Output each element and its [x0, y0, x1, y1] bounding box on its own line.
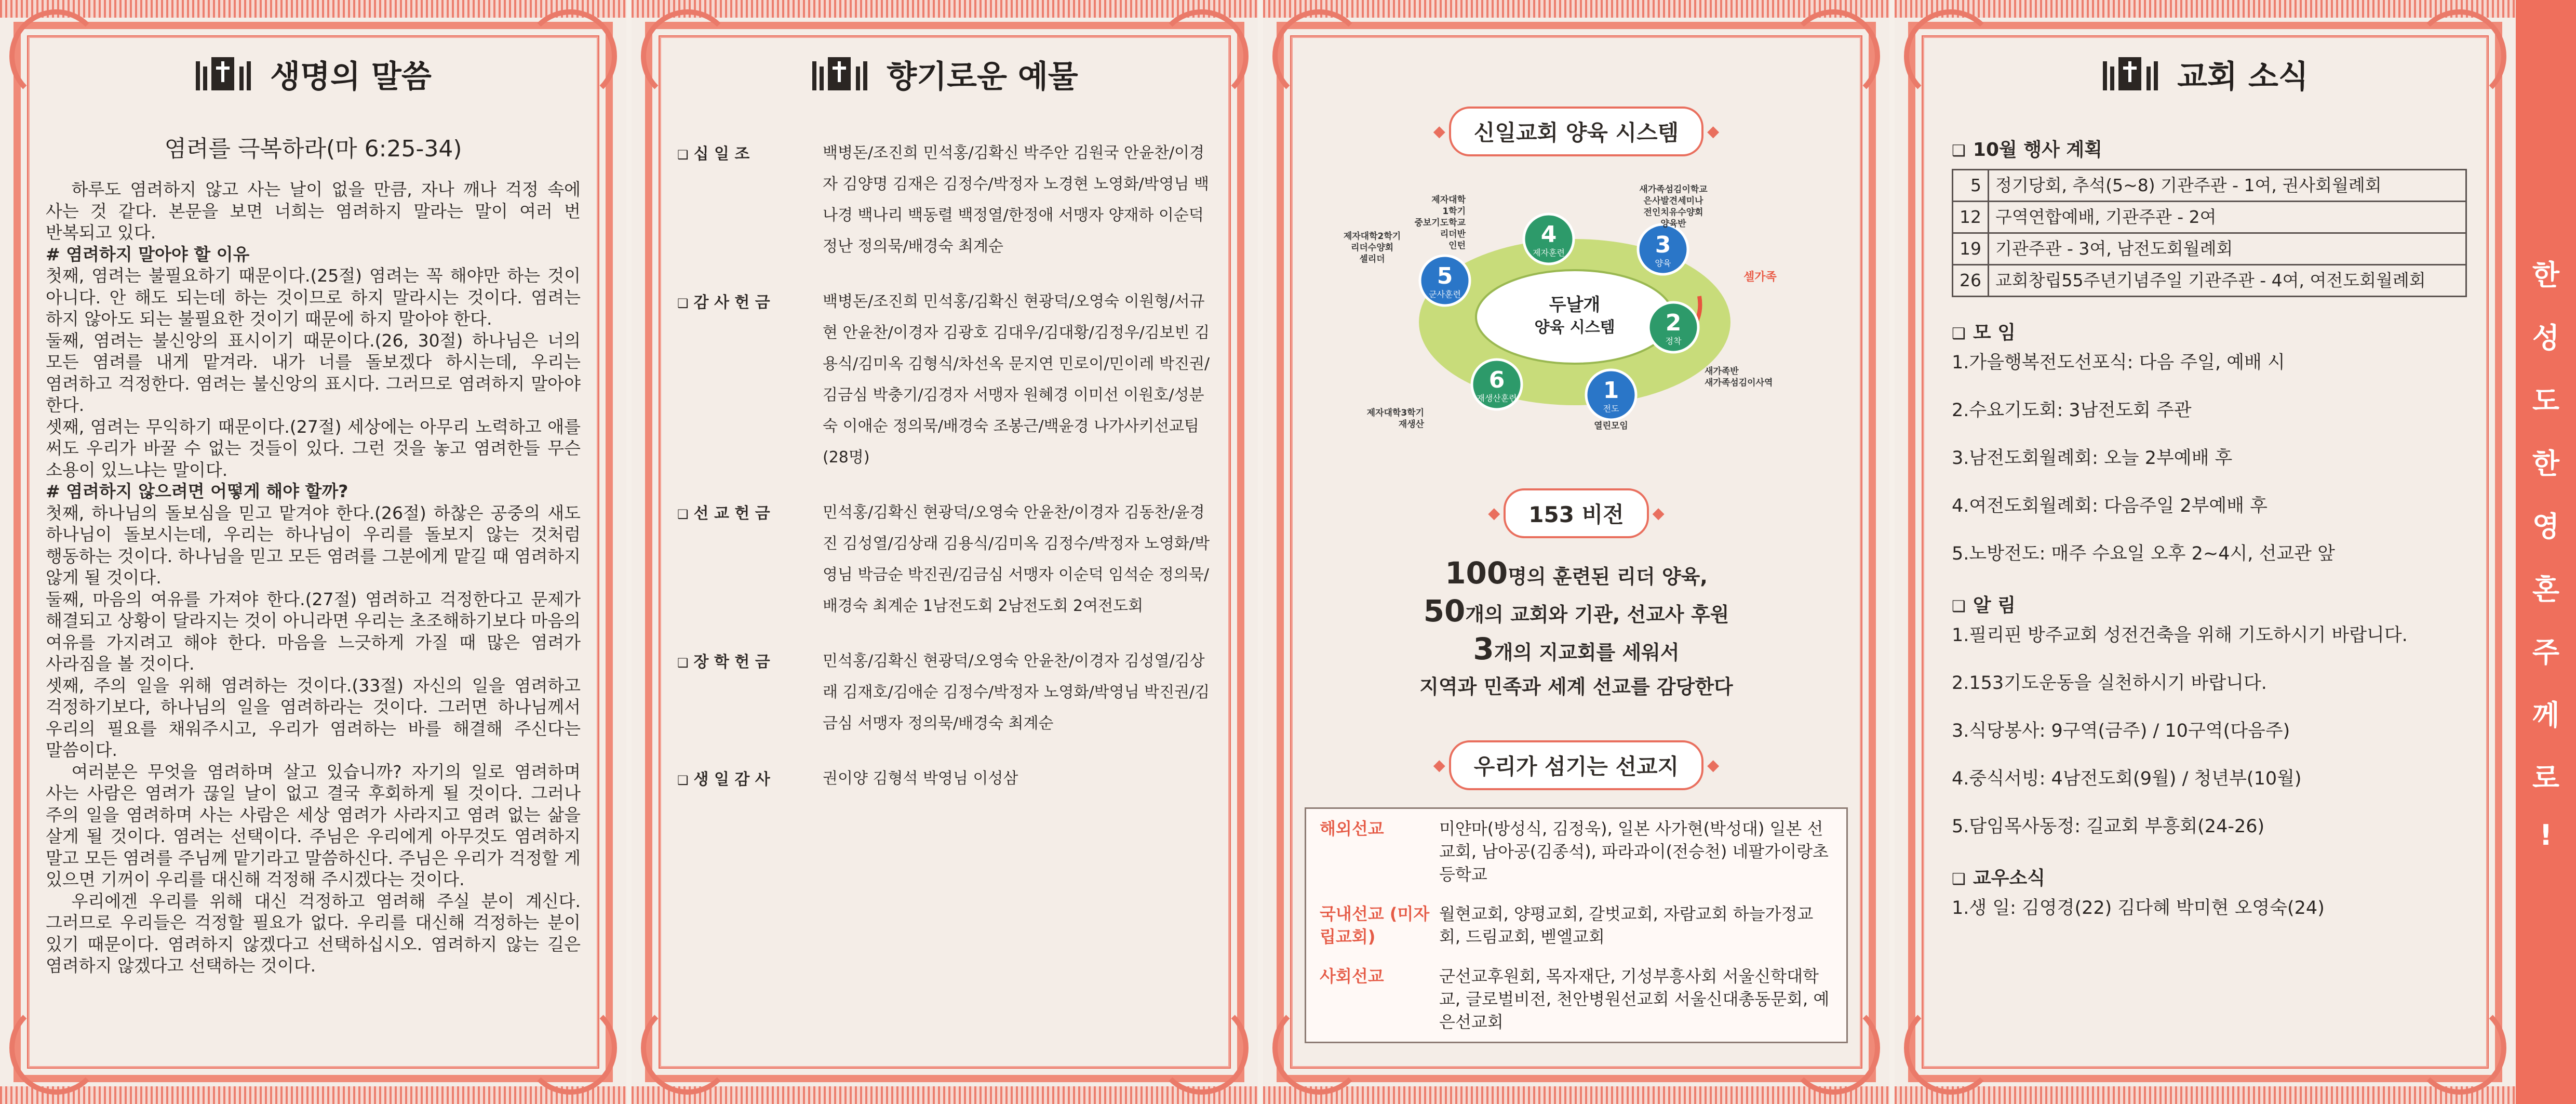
event-day: 12 [1953, 202, 1989, 233]
news-item: 4.중식서빙: 4남전도회(9월) / 청년부(10월) [1952, 768, 2302, 789]
offering-names: 민석홍/김확신 현광덕/오영숙 안윤찬/이경자 김동찬/윤경진 김성열/김상래 김용식/김미옥 김정수/박정자 노영화/박영님 박금순 박진권/김금심 서맹자 이순덕 임석순 정의묵/배경숙 최계순 1남전도회 2남전도회 2여전도회 [823, 503, 1210, 615]
step-note: 새가족섬김이학교 [1639, 184, 1708, 195]
event-plan-title: ❑ 10월 행사 계획 [1952, 135, 2467, 162]
center-label-2: 양육 시스템 [1534, 318, 1615, 337]
news-item: 1.생 일: 김영경(22) 김다혜 박미현 오영숙(24) [1952, 898, 2325, 919]
sermon-paragraph: 셋째, 주의 일을 위해 염려하는 것이다.(33절) 자신의 일을 염려하고 걱정하기보다, 하나님의 일을 염려하라는 것이다. 그러면 하나님께서 우리의 필요를 채워주시고, 우리가 염려하는 바를 해결해 주신다는 말씀이다. [46, 675, 581, 760]
step-note: 제자대학3학기 [1366, 408, 1424, 418]
offering-names: 민석홍/김확신 현광덕/오영숙 안윤찬/이경자 김성열/김상래 김재호/김애순 김정수/박정자 노영화/박영님 박진권/김금심 서맹자 정의묵/배경숙 최계순 [823, 652, 1210, 733]
event-text: 기관주관 - 3여, 남전도회월례회 [1989, 233, 2466, 265]
mission-row [1306, 956, 1846, 1042]
step-number: 1 [1603, 377, 1619, 404]
news-item: 1.필리핀 방주교회 성전건축을 위해 기도하시기 바랍니다. [1952, 625, 2408, 646]
sermon-paragraph: 첫째, 염려는 불필요하기 때문이다.(25절) 염려는 꼭 해야만 하는 것이 아니다. 안 해도 되는데 하는 것이므로 하지 말라시는 것이다. 염려는 하지 않아도 되는 불필요한 것이기 때문에 하지 말아야 한다. [46, 265, 581, 329]
sermon-paragraph: 둘째, 마음의 여유를 가져야 한다.(27절) 염려하고 걱정한다고 문제가 해결되고 상황이 달라지는 것이 아니라면 우리는 초조해하기보다 마음의 여유를 가지려고 해야 한다. 마음을 느긋하게 가질 때 많은 염려가 사라짐을 볼 것이다. [46, 589, 581, 674]
offering-label: ❑ 생 일 감 사 [677, 763, 823, 794]
mission-list: 미얀마(방성식, 김정욱), 일본 사가현(박성대) 일본 선교회, 남아공(김종석), 파라과이(전승천) 네팔가이랑초등학교 [1439, 819, 1829, 884]
section-title-text: 교회 소식 [2177, 59, 2309, 95]
event-day: 26 [1953, 265, 1989, 297]
mission-table [1305, 807, 1848, 1043]
event-text: 구역연합예배, 기관주관 - 2여 [1989, 202, 2466, 233]
step-note: 재생산 [1398, 419, 1424, 430]
banner-char: 한 [2532, 258, 2560, 291]
event-day: 19 [1953, 233, 1989, 265]
section-title [1895, 52, 2516, 97]
offering-row [677, 763, 1212, 794]
meeting-title: ❑ 모 임 [1952, 318, 2467, 344]
vision-number: 100 [1445, 555, 1508, 591]
step-note: 새가족반 [1705, 366, 1739, 377]
offering-row [677, 497, 1212, 622]
member-news-title: ❑ 교우소식 [1952, 863, 2467, 890]
vision-line [1263, 632, 1889, 670]
step-name: 제자훈련 [1533, 248, 1565, 258]
banner-char: 한 [2532, 447, 2560, 480]
center-label-1: 두날개 [1549, 295, 1601, 315]
news-item: 2.수요기도회: 3남전도회 주관 [1952, 400, 2192, 421]
notice-list [1952, 624, 2467, 837]
event-row [1953, 265, 2466, 297]
step-number: 4 [1540, 221, 1557, 248]
panel-offerings [632, 0, 1258, 1104]
news-item: 3.식당봉사: 9구역(금주) / 10구역(다음주) [1952, 721, 2290, 741]
step-number: 5 [1437, 263, 1453, 289]
sermon-paragraph: 둘째, 염려는 불신앙의 표시이기 때문이다.(26, 30절) 하나님은 너의 모든 염려를 내게 맡겨라. 내가 너를 돌보겠다 하시는데, 우리는 염려하고 걱정한다. 염려는 불신앙의 표시다. 그러므로 염려하지 말아야 한다. [46, 330, 581, 415]
vision-text: 지역과 민족과 세계 선교를 감당한다 [1419, 675, 1733, 698]
mission-category: 사회선교 [1320, 966, 1384, 986]
sermon-paragraph: 우리에겐 우리를 위해 대신 걱정하고 염려해 주실 분이 계신다. 그러므로 우리들은 걱정할 필요가 없다. 우리를 대신해 걱정하는 분이 있기 때문이다. 염려하지 않겠다고 선택하십시오. 염려하지 않는 길은 염려하지 않겠다고 선택하는 것이다. [46, 890, 581, 976]
meeting-list [1952, 352, 2467, 565]
vision-line [1263, 594, 1889, 632]
event-row [1953, 170, 2466, 202]
step-number: 6 [1488, 367, 1505, 393]
step-note: 리더수양회 [1350, 243, 1394, 253]
vision-text: 명의 훈련된 리더 양육, [1508, 565, 1708, 588]
step-number: 2 [1665, 310, 1682, 336]
mission-row [1306, 894, 1846, 956]
offering-label: ❑ 십 일 조 [677, 138, 823, 262]
offering-names: 백병돈/조진희 민석홍/김확신 박주안 김원국 안윤찬/이경자 김양명 김재은 김정수/박정자 노경현 노영화/박영님 백나경 백나리 백동렬 백정열/한정애 서맹자 양재하 이순덕 정난 정의묵/배경숙 최계순 [823, 144, 1209, 256]
step-note: 열린모임 [1594, 421, 1628, 431]
mission-category: 해외선교 [1320, 819, 1384, 839]
vision-section [1263, 488, 1889, 704]
top-stripe [632, 0, 1258, 18]
sermon-text [46, 179, 581, 977]
news-item: 1.가을행복전도선포식: 다음 주일, 예배 시 [1952, 352, 2285, 373]
sermon-paragraph: # 염려하지 말아야 할 이유 [46, 244, 250, 264]
news-item: 5.노방전도: 매주 수요일 오후 2~4시, 선교관 앞 [1952, 543, 2335, 564]
vision-line [1263, 556, 1889, 594]
event-row [1953, 233, 2466, 265]
vision-line [1263, 670, 1889, 704]
vision-number: 3 [1473, 631, 1494, 667]
vision-title: ◆ 153 비전 ◆ [1504, 488, 1648, 538]
mission-list: 월현교회, 양평교회, 갈벗교회, 자람교회 하늘가정교회, 드림교회, 벧엘교회 [1439, 904, 1814, 947]
news-item: 5.담임목사동정: 길교회 부흥회(24-26) [1952, 816, 2265, 837]
side-label: 셀가족 [1743, 271, 1777, 284]
offering-list [677, 138, 1212, 1042]
section-title-text: 향기로운 예물 [887, 59, 1078, 95]
section-title [0, 52, 626, 97]
notice-title: ❑ 알 림 [1952, 591, 2467, 617]
discipleship-cycle-diagram [1341, 171, 1808, 442]
offering-label: ❑ 선 교 헌 금 [677, 497, 823, 622]
system-section [1263, 107, 1889, 156]
step-note: 제자대학2학기 [1343, 231, 1401, 242]
offering-row [677, 138, 1212, 262]
offering-row [677, 286, 1212, 473]
news-item: 3.남전도회월례회: 오늘 2부예배 후 [1952, 448, 2233, 469]
church-cross-icon [811, 56, 868, 91]
step-name: 군사훈련 [1429, 289, 1461, 299]
panel-church-news [1895, 0, 2576, 1104]
top-stripe [0, 0, 626, 18]
event-row [1953, 202, 2466, 233]
cycle-center [1476, 270, 1673, 364]
event-day: 5 [1953, 170, 1989, 202]
step-note: 리더반 [1440, 229, 1466, 240]
bottom-stripe [1895, 1086, 2516, 1104]
member-list [1952, 897, 2467, 919]
banner-char: 혼 [2532, 573, 2560, 606]
sermon-paragraph: 여러분은 무엇을 염려하며 살고 있습니까? 자기의 일로 염려하며 사는 사람은 염려가 끊일 날이 없고 결국 후회하게 될 것이다. 그러나 주의 일을 염려하며 사는 사람은 세상 염려가 사라지고 염려 없는 삶을 살게 될 것이다. 염려는 선택이다. 주님은 우리에게 아무것도 염려하지 말고 모든 염려를 주님께 맡기라고 말씀하신다. 주님은 우리가 걱정할 게 있으면 기꺼이 우리를 대신해 걱정해 주시겠다는 것이다. [46, 761, 581, 889]
sermon-paragraph: # 염려하지 않으려면 어떻게 해야 할까? [46, 481, 348, 501]
mission-title: ◆ 우리가 섬기는 선교지 ◆ [1449, 740, 1703, 790]
side-banner [2516, 0, 2576, 1104]
bottom-stripe [0, 1086, 626, 1104]
offering-names: 백병돈/조진희 민석홍/김확신 현광덕/오영숙 이원형/서규현 안윤찬/이경자 김광호 김대우/김대황/김정우/김보빈 김용식/김미옥 김형식/차선옥 문지연 민로이/민이레 박진권/김금심 박충기/김경자 서맹자 원혜경 이미선 이원호/성분숙 이애순 정의묵/배경숙 조봉근/백윤경 나가사키선교팀(28명) [823, 292, 1210, 467]
panel-discipleship [1263, 0, 1889, 1104]
step-note: 중보기도학교 [1414, 218, 1466, 228]
sermon-content [46, 130, 581, 1042]
sermon-paragraph: 셋째, 염려는 무익하기 때문이다.(27절) 세상에는 아무리 노력하고 애를 써도 우리가 바꿀 수 없는 것들이 있다. 그런 것을 놓고 염려한들 무슨 소용이 있느냐는 말이다. [46, 416, 581, 480]
step-note: 새가족섬김이사역 [1705, 378, 1773, 388]
vision-text: 개의 지교회를 세워서 [1494, 641, 1680, 664]
event-text: 정기당회, 추석(5~8) 기관주관 - 1여, 권사회월례회 [1989, 170, 2466, 202]
bottom-stripe [632, 1086, 1258, 1104]
step-name: 재생산훈련 [1477, 393, 1517, 403]
news-item: 2.153기도운동을 실천하시기 바랍니다. [1952, 673, 2267, 694]
system-title: ◆ 신일교회 양육 시스템 ◆ [1449, 107, 1703, 156]
banner-char: 로 [2532, 761, 2560, 794]
verse-title: 염려를 극복하라(마 6:25-34) [164, 136, 462, 162]
step-note: 양육반 [1660, 219, 1686, 229]
top-stripe [1263, 0, 1889, 18]
offering-names: 권이양 김형석 박영님 이성삼 [823, 769, 1018, 788]
top-stripe [1895, 0, 2516, 18]
banner-char: 도 [2532, 384, 2560, 417]
sermon-paragraph: 하루도 염려하지 않고 사는 날이 없을 만큼, 자나 깨나 걱정 속에 사는 것 같다. 본문을 보면 너희는 염려하지 말라는 말이 여러 번 반복되고 있다. [46, 179, 581, 243]
step-note: 전인치유수양회 [1643, 207, 1703, 218]
step-note: 셀리더 [1359, 254, 1385, 264]
banner-char: 영 [2532, 510, 2560, 543]
sermon-paragraph: 첫째, 하나님의 돌보심을 믿고 맡겨야 한다.(26절) 하찮은 공중의 새도 하나님이 돌보시는데, 우리는 하나님이 우리를 돌보지 않는 것처럼 행동하는 것이다. 하나님을 믿고 모든 염려를 그분에게 맡길 때 염려하지 않게 될 것이다. [46, 502, 581, 588]
church-cross-icon [2102, 56, 2159, 91]
offering-row [677, 646, 1212, 739]
mission-section [1263, 740, 1889, 790]
step-note: 은사발견세미나 [1643, 196, 1703, 206]
panel-word-of-life [0, 0, 626, 1104]
offering-label: ❑ 감 사 헌 금 [677, 286, 823, 473]
banner-char: 성 [2532, 321, 2560, 354]
banner-char: 주 [2532, 635, 2560, 669]
vision-number: 50 [1423, 593, 1466, 629]
event-text: 교회창립55주년기념주일 기관주관 - 4여, 여전도회월례회 [1989, 265, 2466, 297]
step-name: 전도 [1603, 404, 1619, 414]
banner-char: 께 [2532, 698, 2560, 731]
news-item: 4.여전도회월례회: 다음주일 2부예배 후 [1952, 496, 2268, 516]
section-title-text: 생명의 말씀 [270, 59, 432, 95]
step-number: 3 [1655, 232, 1671, 258]
banner-char: ! [2539, 818, 2553, 852]
mission-row [1306, 809, 1846, 894]
section-title [632, 52, 1258, 97]
step-note: 1학기 [1442, 206, 1466, 217]
step-name: 정착 [1665, 336, 1682, 346]
offering-label: ❑ 장 학 헌 금 [677, 646, 823, 739]
vision-lines [1263, 556, 1889, 704]
vision-text: 개의 교회와 기관, 선교사 후원 [1465, 603, 1729, 626]
church-cross-icon [195, 56, 252, 91]
mission-category: 국내선교 (미자립교회) [1320, 904, 1430, 947]
event-table [1952, 169, 2467, 297]
step-name: 양육 [1655, 258, 1671, 268]
step-note: 제자대학 [1431, 195, 1466, 205]
bottom-stripe [1263, 1086, 1889, 1104]
news-content [1952, 119, 2467, 1042]
step-note: 인턴 [1448, 241, 1466, 251]
mission-list: 군선교후원회, 목자재단, 기성부흥사회 서울신학대학교, 글로벌비전, 천안병원선교회 서울신대총동문회, 예은선교회 [1439, 966, 1830, 1032]
